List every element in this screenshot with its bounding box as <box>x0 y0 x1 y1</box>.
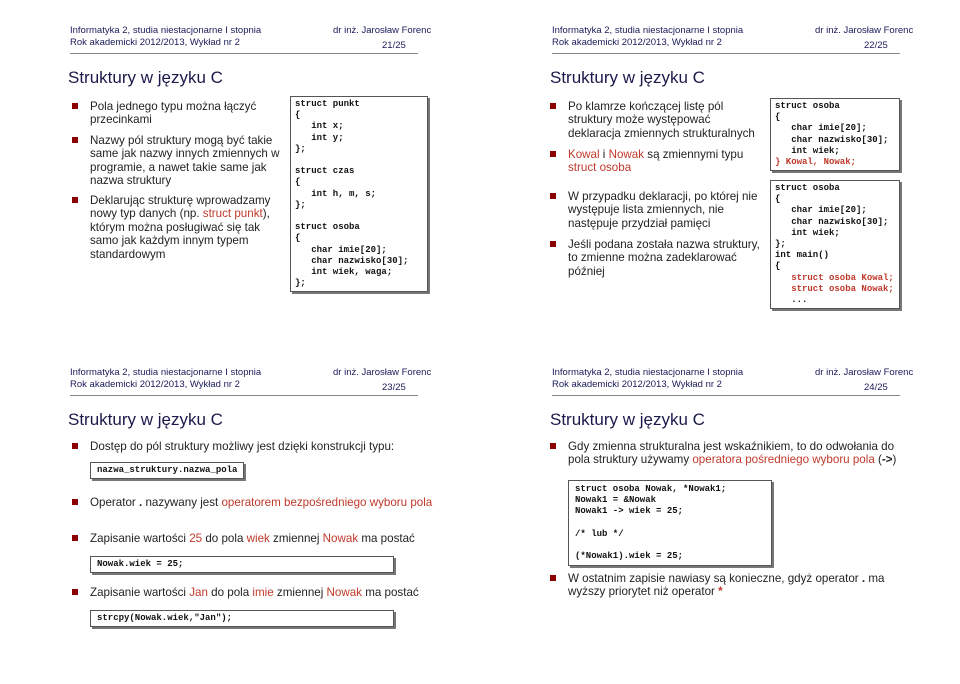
year-label: Rok akademicki 2012/2013, Wykład nr 2 <box>552 37 722 48</box>
code-line: ... <box>775 295 808 306</box>
code-line: char imie[20]; <box>295 244 387 255</box>
code-line: { <box>295 110 301 121</box>
code-line: char imie[20]; <box>775 123 867 134</box>
bullet-square-icon <box>550 103 556 109</box>
code-line <box>575 540 765 551</box>
code-line: int x; <box>295 121 344 132</box>
slide-24 <box>490 346 952 668</box>
code-line: int y; <box>295 132 344 143</box>
code-block <box>770 98 900 171</box>
code-block <box>568 480 772 566</box>
code-line: char nazwisko[30]; <box>295 255 409 266</box>
bullet: Dostęp do pól struktury możliwy jest dzięki konstrukcji typu: <box>90 440 430 453</box>
course-label: Informatyka 2, studia niestacjonarne I stopnia <box>70 25 262 36</box>
bullet-square-icon <box>550 151 556 157</box>
code-line: Nowak.wiek = 25; <box>90 556 394 573</box>
bullet-square-icon <box>550 575 556 581</box>
code-line: { <box>775 194 781 205</box>
course-label: Informatyka 2, studia niestacjonarne I stopnia <box>70 367 262 378</box>
code-line <box>295 155 423 166</box>
code-line: struct osoba <box>775 183 840 193</box>
bullet-square-icon <box>72 443 78 449</box>
bullet: W przypadku deklaracji, po której nie występuje lista zmiennych, nie następuje przydział pamięci <box>568 190 758 230</box>
code-line: char imie[20]; <box>775 205 867 216</box>
code-line: struct osoba Nowak, *Nowak1; <box>575 484 727 494</box>
code-line: }; <box>295 199 306 210</box>
author-label: dr inż. Jarosław Forenc <box>815 25 914 36</box>
course-label: Informatyka 2, studia niestacjonarne I stopnia <box>552 367 744 378</box>
code-line: { <box>775 261 781 272</box>
code-line: int wiek; <box>775 145 840 156</box>
code-line: Nowak1 -> wiek = 25; <box>575 506 684 517</box>
bullet: Zapisanie wartości Jan do pola imie zmiennej Nowak ma postać <box>90 586 450 599</box>
header-divider <box>70 395 418 396</box>
code-line: char nazwisko[30]; <box>775 216 889 227</box>
code-line: strcpy(Nowak.wiek,"Jan"); <box>90 610 394 627</box>
slide-23 <box>8 346 470 668</box>
code-line: struct osoba <box>775 101 840 111</box>
bullet-square-icon <box>72 103 78 109</box>
year-label: Rok akademicki 2012/2013, Wykład nr 2 <box>552 379 722 390</box>
slide-title: Struktury w języku C <box>550 68 705 87</box>
slide-21 <box>8 4 470 326</box>
code-line: char nazwisko[30]; <box>775 134 889 145</box>
code-line: struct osoba <box>295 222 360 233</box>
header-divider <box>552 53 900 54</box>
code-line <box>575 518 765 529</box>
page-number: 22/25 <box>864 40 888 51</box>
slide-header <box>70 24 460 60</box>
slide-title: Struktury w języku C <box>68 68 223 87</box>
code-line: nazwa_struktury.nazwa_pola <box>90 462 244 479</box>
bullet: Pola jednego typu można łączyć przecinkami <box>90 100 280 127</box>
code-line <box>295 211 423 222</box>
code-block <box>770 180 900 309</box>
code-line: /* lub */ <box>575 528 624 539</box>
code-line: struct osoba Nowak; <box>775 283 894 294</box>
slide-title: Struktury w języku C <box>68 410 223 429</box>
year-label: Rok akademicki 2012/2013, Wykład nr 2 <box>70 37 240 48</box>
bullet: Gdy zmienna strukturalna jest wskaźnikiem, to do odwołania do pola struktury używamy operatora pośredniego wyboru pola (->) <box>568 440 908 467</box>
bullet: Jeśli podana została nazwa struktury, to zmienne można zadeklarować później <box>568 238 768 278</box>
code-block <box>290 96 428 292</box>
code-line: }; <box>295 278 306 289</box>
author-label: dr inż. Jarosław Forenc <box>815 367 914 378</box>
bullet: Deklarując strukturę wprowadzamy nowy typ danych (np. struct punkt), którym można posługiwać się tak samo jak każdym innym typem standardowym <box>90 194 280 261</box>
bullet-square-icon <box>72 589 78 595</box>
bullet-square-icon <box>550 193 556 199</box>
slide-header <box>552 24 942 60</box>
author-label: dr inż. Jarosław Forenc <box>333 367 432 378</box>
bullet-square-icon <box>550 241 556 247</box>
bullet: Kowal i Nowak są zmiennymi typu struct osoba <box>568 148 758 175</box>
bullet-square-icon <box>72 499 78 505</box>
code-line: }; <box>775 239 786 250</box>
code-line: struct osoba Kowal; <box>775 272 894 283</box>
slide-header <box>70 366 460 402</box>
bullet-square-icon <box>72 535 78 541</box>
page-number: 23/25 <box>382 382 406 393</box>
code-line: } Kowal, Nowak; <box>775 157 857 168</box>
author-label: dr inż. Jarosław Forenc <box>333 25 432 36</box>
bullet-square-icon <box>72 197 78 203</box>
code-line: { <box>295 177 301 188</box>
bullet: Po klamrze kończącej listę pól struktury może występować deklaracja zmiennych strukturalnych <box>568 100 758 140</box>
header-divider <box>552 395 900 396</box>
header-divider <box>70 53 418 54</box>
code-line: int wiek; <box>775 227 840 238</box>
course-label: Informatyka 2, studia niestacjonarne I stopnia <box>552 25 744 36</box>
bullet-square-icon <box>550 443 556 449</box>
code-line: { <box>775 112 781 123</box>
code-line: int h, m, s; <box>295 188 377 199</box>
bullet: Zapisanie wartości 25 do pola wiek zmiennej Nowak ma postać <box>90 532 450 545</box>
code-line: }; <box>295 143 306 154</box>
bullet: Nazwy pól struktury mogą być takie same jak nazwy innych zmiennych w programie, a nawet takie same jak nazwa struktury <box>90 134 280 188</box>
code-line: int main() <box>775 250 830 261</box>
slide-header <box>552 366 942 402</box>
slide-22 <box>490 4 952 326</box>
bullet-square-icon <box>72 137 78 143</box>
bullet: W ostatnim zapisie nawiasy są konieczne, gdyż operator . ma wyższy priorytet niż operator * <box>568 572 898 599</box>
page-number: 24/25 <box>864 382 888 393</box>
code-line: struct czas <box>295 166 355 177</box>
year-label: Rok akademicki 2012/2013, Wykład nr 2 <box>70 379 240 390</box>
page-number: 21/25 <box>382 40 406 51</box>
code-line: struct punkt <box>295 99 360 109</box>
code-line: Nowak1 = &Nowak <box>575 495 657 506</box>
bullet: Operator . nazywany jest operatorem bezpośredniego wyboru pola <box>90 496 450 509</box>
code-line: int wiek, waga; <box>295 267 393 278</box>
code-line: (*Nowak1).wiek = 25; <box>575 551 684 562</box>
code-line: { <box>295 233 301 244</box>
slide-title: Struktury w języku C <box>550 410 705 429</box>
